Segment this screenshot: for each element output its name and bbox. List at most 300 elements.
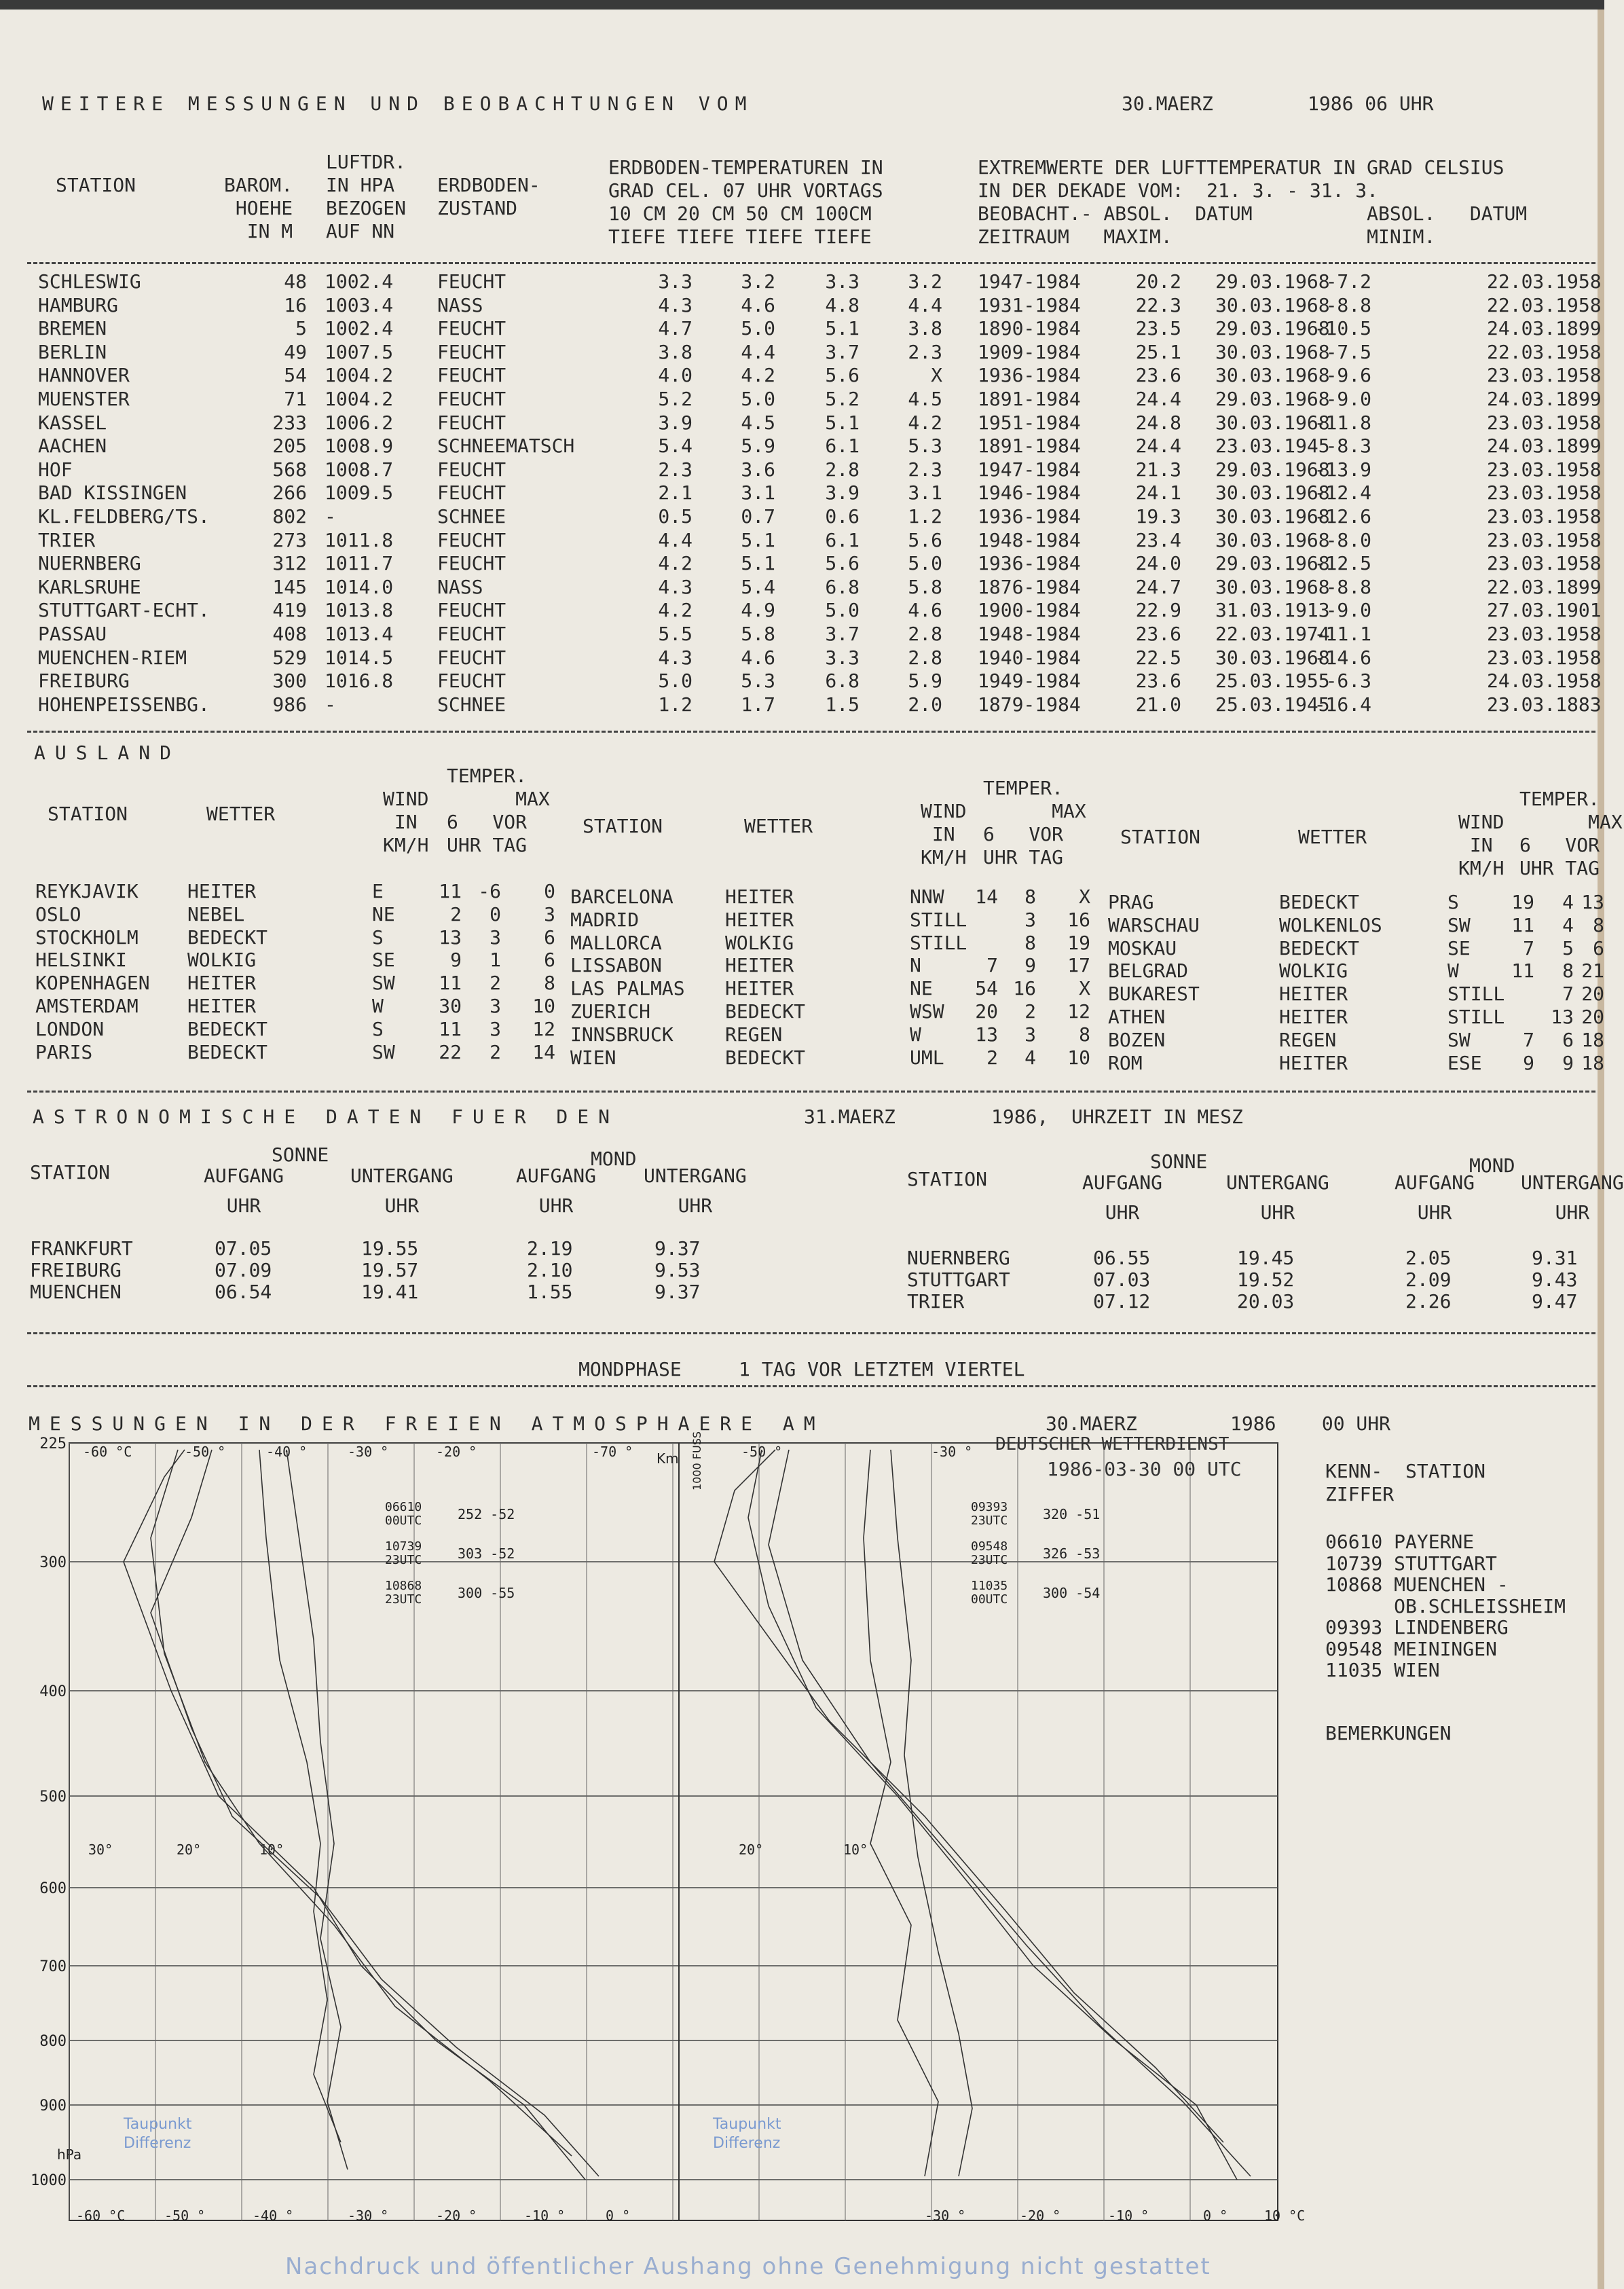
inland-station: STUTTGART-ECHT. bbox=[38, 599, 210, 622]
inland-maxdatum: 31.03.1913 bbox=[1215, 599, 1330, 622]
inland-zustand: FEUCHT bbox=[437, 552, 506, 575]
ausland-wind-dir: SE bbox=[372, 949, 395, 972]
inland-t20: 5.8 bbox=[741, 623, 775, 645]
ausland-temp-6uhr: 9 bbox=[1025, 954, 1036, 977]
ausland-wind-dir: S bbox=[372, 1017, 384, 1040]
header-barom: BAROM. HOEHE IN M bbox=[224, 174, 293, 242]
ausland-temp-6uhr: 4 bbox=[1562, 891, 1574, 913]
inland-station: BREMEN bbox=[38, 317, 107, 340]
inland-t20: 0.7 bbox=[741, 505, 775, 528]
ausland-station: BOZEN bbox=[1108, 1028, 1166, 1051]
inland-barom: 408 bbox=[272, 623, 307, 645]
ausland-wind-dir: SW bbox=[1447, 1028, 1471, 1051]
inland-t100: 4.6 bbox=[908, 599, 942, 622]
temp-label-bottom: 10 °C bbox=[1264, 2208, 1306, 2224]
ausland-wind-dir: S bbox=[1447, 891, 1459, 913]
ausland-wind-speed: 7 bbox=[1523, 936, 1534, 959]
inland-mindatum: 24.03.1899 bbox=[1487, 435, 1602, 458]
inland-t100: 5.0 bbox=[908, 552, 942, 575]
temp-label-bottom: -50 ° bbox=[164, 2208, 206, 2224]
dewpoint-label: 10° bbox=[843, 1842, 868, 1858]
inland-min: -13.9 bbox=[1314, 458, 1371, 481]
inland-min: -8.8 bbox=[1325, 293, 1371, 316]
ausland-temp-max: 18 bbox=[1581, 1028, 1604, 1051]
inland-zustand: FEUCHT bbox=[437, 458, 506, 481]
inland-t50: 3.7 bbox=[825, 623, 860, 645]
inland-mindatum: 24.03.1899 bbox=[1487, 388, 1602, 410]
inland-t20: 5.9 bbox=[741, 435, 775, 458]
divider bbox=[27, 262, 1595, 264]
ausland-temp-max: 21 bbox=[1581, 959, 1604, 983]
astro-station: STUTTGART bbox=[907, 1268, 1010, 1291]
inland-zeitraum: 1890-1984 bbox=[978, 317, 1081, 340]
inland-maxdatum: 25.03.1945 bbox=[1215, 693, 1330, 716]
inland-max: 25.1 bbox=[1135, 340, 1181, 363]
inland-max: 23.5 bbox=[1135, 317, 1181, 340]
ausland-temp-6uhr: 3 bbox=[1025, 1023, 1036, 1046]
inland-t10: 3.9 bbox=[658, 411, 693, 434]
astro-header-station: STATION bbox=[30, 1161, 111, 1184]
inland-station: HOHENPEISSENBG. bbox=[38, 693, 210, 716]
inland-luftdr: 1006.2 bbox=[325, 411, 394, 434]
dwd-label: DEUTSCHER WETTERDIENST bbox=[995, 1434, 1230, 1454]
aerological-diagram bbox=[31, 1431, 1306, 2227]
inland-barom: 145 bbox=[272, 575, 307, 598]
inland-station: KL.FELDBERG/TS. bbox=[38, 505, 210, 528]
inland-zustand: FEUCHT bbox=[437, 340, 506, 363]
inland-mindatum: 24.03.1899 bbox=[1487, 317, 1602, 340]
ausland-wind-dir: NE bbox=[910, 977, 933, 1000]
inland-barom: 312 bbox=[272, 552, 307, 575]
dewpoint-label: 30° bbox=[88, 1842, 113, 1858]
inland-t20: 5.3 bbox=[741, 670, 775, 693]
ausland-wetter: HEITER bbox=[725, 908, 794, 931]
inland-mindatum: 23.03.1958 bbox=[1487, 505, 1602, 528]
inland-t20: 3.6 bbox=[741, 458, 775, 481]
inland-zeitraum: 1946-1984 bbox=[978, 481, 1081, 505]
top-border bbox=[0, 0, 1604, 10]
temp-curve bbox=[769, 1450, 1251, 2176]
ausland-station: ATHEN bbox=[1108, 1006, 1166, 1028]
inland-zustand: SCHNEE bbox=[437, 505, 506, 528]
ausland-temp-6uhr: 9 bbox=[1562, 1051, 1574, 1074]
ausland-temp-max: 8 bbox=[544, 972, 555, 995]
inland-station: PASSAU bbox=[38, 623, 107, 645]
ausland-wind-speed: 7 bbox=[1523, 1028, 1534, 1051]
inland-maxdatum: 25.03.1955 bbox=[1215, 670, 1330, 693]
ausland-wind-speed: 7 bbox=[986, 954, 998, 977]
inland-max: 23.6 bbox=[1135, 670, 1181, 693]
astro-header-untergang: UNTERGANG UHR bbox=[644, 1165, 747, 1217]
temp-label-top: -30 ° bbox=[348, 1444, 389, 1460]
inland-maxdatum: 30.03.1968 bbox=[1215, 411, 1330, 434]
ausland-header-wetter: WETTER bbox=[744, 815, 813, 837]
ausland-temp-6uhr: 2 bbox=[490, 972, 501, 995]
ausland-header-station: STATION bbox=[1120, 826, 1201, 848]
temp-label-bottom: -20 ° bbox=[436, 2208, 477, 2224]
ausland-header-wind: WIND IN KM/H bbox=[1458, 811, 1505, 879]
ausland-temp-max: 17 bbox=[1067, 954, 1090, 977]
inland-t20: 4.2 bbox=[741, 364, 775, 387]
inland-zustand: FEUCHT bbox=[437, 317, 506, 340]
inland-min: -9.0 bbox=[1325, 388, 1371, 410]
astro-time: 19.45 bbox=[1237, 1247, 1295, 1269]
inland-zustand: FEUCHT bbox=[437, 670, 506, 693]
inland-maxdatum: 29.03.1968 bbox=[1215, 317, 1330, 340]
ausland-header-wetter: WETTER bbox=[206, 803, 276, 825]
temp-curve bbox=[151, 1450, 599, 2176]
ausland-wetter: REGEN bbox=[1279, 1028, 1337, 1051]
inland-zustand: FEUCHT bbox=[437, 364, 506, 387]
inland-t10: 1.2 bbox=[658, 693, 693, 716]
inland-luftdr: 1011.8 bbox=[325, 528, 394, 551]
station-list-item: 09393 LINDENBERG bbox=[1325, 1616, 1509, 1638]
legend-time: 23UTC bbox=[385, 1553, 422, 1567]
inland-t50: 6.8 bbox=[825, 575, 860, 598]
inland-min: -12.4 bbox=[1314, 481, 1371, 505]
divider bbox=[27, 731, 1595, 733]
inland-station: NUERNBERG bbox=[38, 552, 141, 575]
atmos-title: MESSUNGEN IN DER FREIEN ATMOSPHAERE AM bbox=[29, 1412, 825, 1435]
ausland-temp-max: X bbox=[1079, 977, 1090, 1000]
ausland-wetter: HEITER bbox=[725, 954, 794, 977]
inland-t100: 4.4 bbox=[908, 293, 942, 316]
taupunkt-left: Differenz bbox=[124, 2135, 191, 2152]
legend-time: 00UTC bbox=[385, 1514, 422, 1528]
inland-t10: 4.3 bbox=[658, 293, 693, 316]
ausland-temp-6uhr: 1 bbox=[490, 949, 501, 972]
ausland-station: HELSINKI bbox=[35, 949, 127, 972]
inland-min: -9.0 bbox=[1325, 599, 1371, 622]
inland-t50: 6.8 bbox=[825, 670, 860, 693]
ausland-wind-dir: N bbox=[910, 954, 921, 977]
inland-station: KASSEL bbox=[38, 411, 107, 434]
inland-t20: 3.2 bbox=[741, 270, 775, 293]
astro-time: 1.55 bbox=[527, 1281, 573, 1303]
inland-mindatum: 23.03.1958 bbox=[1487, 552, 1602, 575]
station-list-item: 10739 STUTTGART bbox=[1325, 1552, 1497, 1575]
ausland-wind-dir: E bbox=[372, 880, 384, 902]
inland-barom: 205 bbox=[272, 435, 307, 458]
ausland-temp-6uhr: 4 bbox=[1025, 1046, 1036, 1069]
inland-zeitraum: 1947-1984 bbox=[978, 270, 1081, 293]
ausland-wind-dir: NNW bbox=[910, 885, 944, 908]
inland-min: -12.5 bbox=[1314, 552, 1371, 575]
pressure-label: 400 bbox=[39, 1683, 67, 1700]
pressure-label: 600 bbox=[39, 1880, 67, 1897]
legend-station-id: 10868 bbox=[385, 1579, 422, 1593]
inland-luftdr: 1003.4 bbox=[325, 293, 394, 316]
astro-time: 07.12 bbox=[1093, 1290, 1151, 1313]
inland-station: FREIBURG bbox=[38, 670, 130, 693]
inland-max: 23.6 bbox=[1135, 364, 1181, 387]
inland-zeitraum: 1936-1984 bbox=[978, 364, 1081, 387]
ausland-wind-dir: ESE bbox=[1447, 1051, 1482, 1074]
inland-t10: 4.3 bbox=[658, 575, 693, 598]
inland-zustand: FEUCHT bbox=[437, 270, 506, 293]
inland-max: 20.2 bbox=[1135, 270, 1181, 293]
inland-mindatum: 23.03.1883 bbox=[1487, 693, 1602, 716]
temp-label-top: -20 ° bbox=[436, 1444, 477, 1460]
inland-zustand: FEUCHT bbox=[437, 599, 506, 622]
inland-t100: 2.3 bbox=[908, 458, 942, 481]
inland-zeitraum: 1948-1984 bbox=[978, 623, 1081, 645]
ausland-station: LONDON bbox=[35, 1017, 105, 1040]
inland-max: 19.3 bbox=[1135, 505, 1181, 528]
ausland-station: KOPENHAGEN bbox=[35, 972, 150, 995]
ausland-wind-dir: WSW bbox=[910, 1000, 944, 1023]
ausland-wetter: HEITER bbox=[187, 972, 257, 995]
astro-time: 9.37 bbox=[654, 1237, 701, 1260]
legend-station-id: 11035 bbox=[971, 1579, 1008, 1593]
inland-barom: 5 bbox=[295, 317, 307, 340]
inland-luftdr: 1004.2 bbox=[325, 364, 394, 387]
ausland-temp-6uhr: 13 bbox=[1551, 1006, 1574, 1028]
temp-label-bottom: -30 ° bbox=[348, 2208, 389, 2224]
inland-t10: 2.3 bbox=[658, 458, 693, 481]
temp-label-bottom: -10 ° bbox=[524, 2208, 566, 2224]
inland-min: -8.3 bbox=[1325, 435, 1371, 458]
inland-min: -7.2 bbox=[1325, 270, 1371, 293]
ausland-temp-max: 20 bbox=[1581, 1006, 1604, 1028]
inland-t10: 3.3 bbox=[658, 270, 693, 293]
inland-t20: 5.1 bbox=[741, 528, 775, 551]
ausland-wetter: HEITER bbox=[187, 880, 257, 902]
ausland-temp-6uhr: 4 bbox=[1562, 913, 1574, 936]
timestamp: 1986-03-30 00 UTC bbox=[1047, 1458, 1242, 1480]
inland-zustand: FEUCHT bbox=[437, 481, 506, 505]
ausland-wind-speed: 2 bbox=[450, 902, 462, 926]
legend-value: 320 -51 bbox=[1043, 1506, 1101, 1522]
inland-t50: 1.5 bbox=[825, 693, 860, 716]
astro-time: 19.57 bbox=[361, 1259, 419, 1281]
station-list-item: 09548 MEININGEN bbox=[1325, 1637, 1497, 1660]
inland-zeitraum: 1900-1984 bbox=[978, 599, 1081, 622]
inland-zeitraum: 1876-1984 bbox=[978, 575, 1081, 598]
header-extrem: EXTREMWERTE DER LUFTTEMPERATUR IN GRAD CELSIUS IN DER DEKADE VOM: 21. 3. - 31. 3. BEOBACHT.- ABSOL. DATUM ABSOL. DATUM ZEITRAUM MAXIM. MINIM. bbox=[978, 156, 1528, 248]
ausland-temp-6uhr: 3 bbox=[490, 995, 501, 1017]
ausland-station: ZUERICH bbox=[570, 1000, 651, 1023]
ausland-header-temp: TEMPER. MAX 6 VOR UHR TAG bbox=[983, 777, 1086, 868]
inland-station: SCHLESWIG bbox=[38, 270, 141, 293]
ausland-wetter: WOLKIG bbox=[725, 931, 794, 954]
inland-mindatum: 22.03.1899 bbox=[1487, 575, 1602, 598]
ausland-wetter: WOLKENLOS bbox=[1279, 913, 1382, 936]
ausland-station: WIEN bbox=[570, 1046, 616, 1069]
inland-t10: 5.5 bbox=[658, 623, 693, 645]
inland-t50: 6.1 bbox=[825, 528, 860, 551]
inland-station: AACHEN bbox=[38, 435, 107, 458]
inland-min: -6.3 bbox=[1325, 670, 1371, 693]
astro-station: FREIBURG bbox=[30, 1259, 122, 1281]
temp-curve bbox=[124, 1450, 585, 2180]
inland-t10: 4.7 bbox=[658, 317, 693, 340]
astro-header-untergang: UNTERGANG UHR bbox=[350, 1165, 454, 1217]
inland-zustand: NASS bbox=[437, 575, 483, 598]
inland-maxdatum: 29.03.1968 bbox=[1215, 388, 1330, 410]
temp-label-bottom: 0 ° bbox=[606, 2208, 631, 2224]
inland-zustand: FEUCHT bbox=[437, 646, 506, 669]
inland-station: MUENCHEN-RIEM bbox=[38, 646, 187, 669]
inland-barom: 16 bbox=[284, 293, 307, 316]
ausland-wetter: BEDECKT bbox=[187, 926, 268, 949]
inland-mindatum: 23.03.1958 bbox=[1487, 411, 1602, 434]
inland-t10: 4.3 bbox=[658, 646, 693, 669]
astro-station: FRANKFURT bbox=[30, 1237, 133, 1260]
pressure-label: 1000 bbox=[31, 2172, 67, 2189]
inland-t50: 6.1 bbox=[825, 435, 860, 458]
inland-t50: 5.0 bbox=[825, 599, 860, 622]
ausland-temp-6uhr: 8 bbox=[1025, 885, 1036, 908]
inland-t100: 4.5 bbox=[908, 388, 942, 410]
astro-header-aufgang: AUFGANG UHR bbox=[1395, 1171, 1475, 1224]
inland-barom: 419 bbox=[272, 599, 307, 622]
inland-min: -11.8 bbox=[1314, 411, 1371, 434]
inland-t100: 3.8 bbox=[908, 317, 942, 340]
ausland-wind-dir: SW bbox=[372, 972, 395, 995]
inland-mindatum: 22.03.1958 bbox=[1487, 270, 1602, 293]
inland-max: 21.0 bbox=[1135, 693, 1181, 716]
ausland-wetter: BEDECKT bbox=[725, 1046, 806, 1069]
ausland-station: INNSBRUCK bbox=[570, 1023, 673, 1046]
inland-mindatum: 24.03.1958 bbox=[1487, 670, 1602, 693]
astro-time: 9.31 bbox=[1532, 1247, 1578, 1269]
astro-header-aufgang: AUFGANG UHR bbox=[204, 1165, 284, 1217]
astro-time: 20.03 bbox=[1237, 1290, 1295, 1313]
temp-label-top: -40 ° bbox=[266, 1444, 308, 1460]
station-list-item: 06610 PAYERNE bbox=[1325, 1531, 1475, 1553]
ausland-temp-6uhr: 2 bbox=[490, 1040, 501, 1063]
ausland-temp-max: 12 bbox=[1067, 1000, 1090, 1023]
inland-mindatum: 23.03.1958 bbox=[1487, 623, 1602, 645]
legend-station-id: 09548 bbox=[971, 1539, 1008, 1554]
astro-station: MUENCHEN bbox=[30, 1281, 122, 1303]
ausland-wetter: BEDECKT bbox=[187, 1040, 268, 1063]
astro-time: 19.41 bbox=[361, 1281, 419, 1303]
inland-mindatum: 23.03.1958 bbox=[1487, 458, 1602, 481]
inland-t20: 5.0 bbox=[741, 317, 775, 340]
inland-zeitraum: 1951-1984 bbox=[978, 411, 1081, 434]
inland-t100: 2.8 bbox=[908, 623, 942, 645]
inland-min: -11.1 bbox=[1314, 623, 1371, 645]
ausland-temp-6uhr: 7 bbox=[1562, 983, 1574, 1006]
inland-t50: 5.1 bbox=[825, 411, 860, 434]
ausland-wind-dir: UML bbox=[910, 1046, 944, 1069]
astro-year: 1986, UHRZEIT IN MESZ bbox=[991, 1105, 1243, 1128]
legend-time: 23UTC bbox=[971, 1553, 1008, 1567]
ausland-wind-speed: 2 bbox=[986, 1046, 998, 1069]
legend-value: 300 -55 bbox=[458, 1585, 515, 1601]
ausland-wind-dir: SW bbox=[372, 1040, 395, 1063]
inland-maxdatum: 22.03.1974 bbox=[1215, 623, 1330, 645]
inland-zeitraum: 1949-1984 bbox=[978, 670, 1081, 693]
inland-t10: 5.0 bbox=[658, 670, 693, 693]
temp-label-top: -50 ° bbox=[741, 1444, 783, 1460]
ausland-temp-max: 20 bbox=[1581, 983, 1604, 1006]
ausland-temp-6uhr: 16 bbox=[1013, 977, 1036, 1000]
inland-luftdr: 1008.7 bbox=[325, 458, 394, 481]
inland-zeitraum: 1891-1984 bbox=[978, 388, 1081, 410]
temp-label-bottom: -40 ° bbox=[253, 2208, 294, 2224]
ausland-station: MALLORCA bbox=[570, 931, 662, 954]
astro-time: 9.37 bbox=[654, 1281, 701, 1303]
inland-t100: X bbox=[931, 364, 942, 387]
ausland-wind-speed: 19 bbox=[1511, 891, 1534, 913]
inland-min: -7.5 bbox=[1325, 340, 1371, 363]
ausland-station: OSLO bbox=[35, 902, 81, 926]
astro-header-aufgang: AUFGANG UHR bbox=[1082, 1171, 1163, 1224]
inland-barom: 300 bbox=[272, 670, 307, 693]
atmos-time: 1986 00 UHR bbox=[1230, 1412, 1391, 1435]
astro-time: 19.52 bbox=[1237, 1268, 1295, 1291]
temp-label-bottom: -30 ° bbox=[925, 2208, 966, 2224]
inland-max: 22.9 bbox=[1135, 599, 1181, 622]
ausland-temp-max: 8 bbox=[1593, 913, 1604, 936]
ausland-wetter: BEDECKT bbox=[725, 1000, 806, 1023]
legend-station-id: 10739 bbox=[385, 1539, 422, 1554]
inland-max: 24.4 bbox=[1135, 435, 1181, 458]
inland-t20: 4.9 bbox=[741, 599, 775, 622]
ausland-wind-speed: 30 bbox=[439, 995, 462, 1017]
ausland-wind-dir: S bbox=[372, 926, 384, 949]
inland-luftdr: 1002.4 bbox=[325, 270, 394, 293]
astro-time: 9.43 bbox=[1532, 1268, 1578, 1291]
header-station: STATION bbox=[56, 174, 136, 196]
legend-station-id: 06610 bbox=[385, 1500, 422, 1514]
temp-label-bottom: 0 ° bbox=[1203, 2208, 1228, 2224]
ausland-station: STOCKHOLM bbox=[35, 926, 139, 949]
inland-t100: 5.3 bbox=[908, 435, 942, 458]
astro-title: ASTRONOMISCHE DATEN FUER DEN bbox=[33, 1105, 620, 1128]
inland-t20: 4.4 bbox=[741, 340, 775, 363]
inland-maxdatum: 30.03.1968 bbox=[1215, 364, 1330, 387]
ausland-wind-speed: 13 bbox=[439, 926, 462, 949]
inland-t20: 5.1 bbox=[741, 552, 775, 575]
page-title: WEITERE MESSUNGEN UND BEOBACHTUNGEN VOM bbox=[42, 92, 754, 115]
ausland-wind-speed: 11 bbox=[439, 972, 462, 995]
ausland-wetter: HEITER bbox=[187, 995, 257, 1017]
inland-t50: 3.3 bbox=[825, 270, 860, 293]
inland-t20: 4.5 bbox=[741, 411, 775, 434]
ausland-temp-6uhr: 8 bbox=[1562, 959, 1574, 983]
legend-time: 23UTC bbox=[385, 1592, 422, 1607]
inland-max: 24.4 bbox=[1135, 388, 1181, 410]
ausland-temp-6uhr: 8 bbox=[1025, 931, 1036, 954]
taupunkt-right: Taupunkt bbox=[713, 2116, 781, 2133]
hpa-label: hPa bbox=[57, 2146, 82, 2163]
astro-header-untergang: UNTERGANG UHR bbox=[1521, 1171, 1624, 1224]
ausland-wetter: WOLKIG bbox=[1279, 959, 1348, 983]
header-erdboden: ERDBODEN-TEMPERATUREN IN GRAD CEL. 07 UHR VORTAGS 10 CM 20 CM 50 CM 100CM TIEFE TIEFE TIEFE TIEFE bbox=[608, 156, 883, 248]
ausland-temp-max: 14 bbox=[532, 1040, 555, 1063]
inland-t100: 3.2 bbox=[908, 270, 942, 293]
kenn-header: KENN- STATION ZIFFER bbox=[1325, 1460, 1486, 1505]
astro-header-sonne: SONNE bbox=[1150, 1150, 1208, 1173]
inland-barom: 568 bbox=[272, 458, 307, 481]
inland-zustand: SCHNEE bbox=[437, 693, 506, 716]
inland-station: BAD KISSINGEN bbox=[38, 481, 187, 505]
temp-label-top: -60 °C bbox=[83, 1444, 132, 1460]
pressure-label: 700 bbox=[39, 1958, 67, 1975]
ausland-wetter: BEDECKT bbox=[1279, 891, 1360, 913]
ausland-temp-max: 6 bbox=[1593, 936, 1604, 959]
inland-maxdatum: 29.03.1968 bbox=[1215, 458, 1330, 481]
inland-barom: 71 bbox=[284, 388, 307, 410]
ausland-wetter: HEITER bbox=[725, 977, 794, 1000]
inland-zustand: FEUCHT bbox=[437, 411, 506, 434]
ausland-wind-speed: 11 bbox=[1511, 913, 1534, 936]
inland-t50: 3.7 bbox=[825, 340, 860, 363]
